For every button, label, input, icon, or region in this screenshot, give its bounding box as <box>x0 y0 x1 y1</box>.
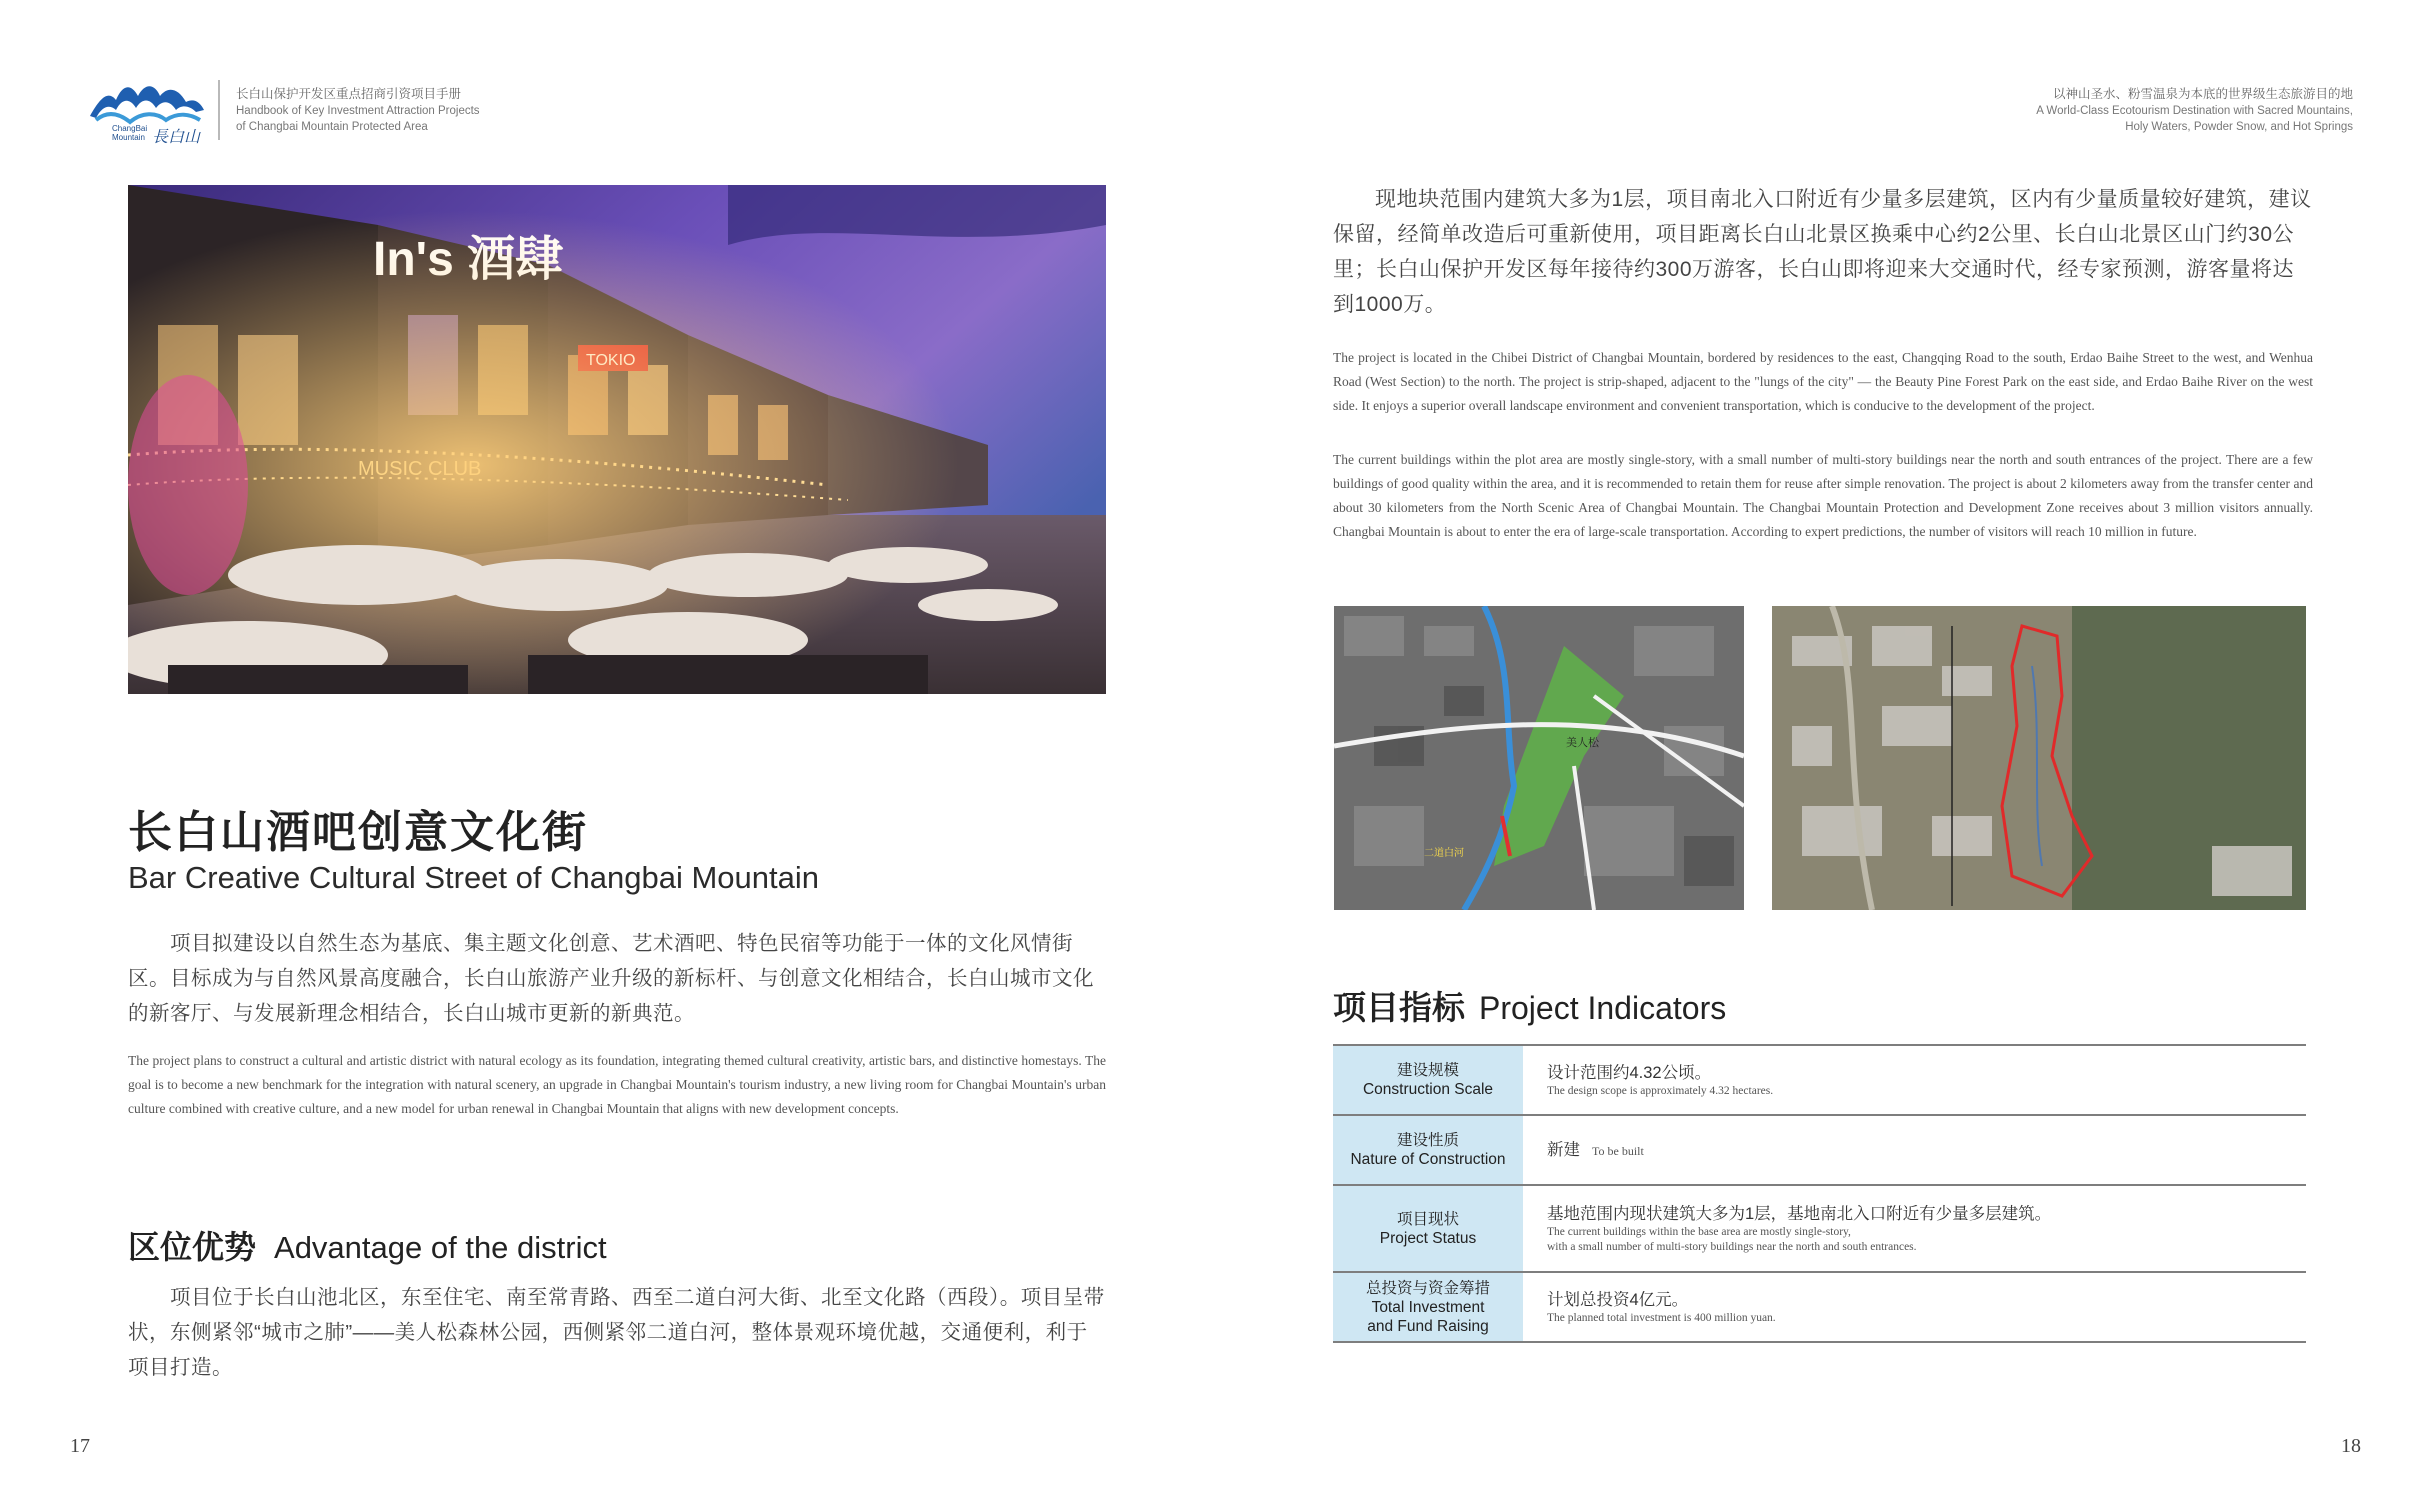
header-divider <box>218 80 220 140</box>
indicator-label-cn: 总投资与资金筹措 <box>1365 1279 1490 1297</box>
header-left-en-1: Handbook of Key Investment Attraction Projects <box>236 105 480 117</box>
indicators-title-cn: 项目指标 <box>1333 989 1465 1026</box>
indicator-value-en: The planned total investment is 400 million yuan. <box>1547 1311 1776 1324</box>
logo-text-cn: 長白山 <box>152 129 201 146</box>
header-left-cn: 长白山保护开发区重点招商引资项目手册 <box>236 87 462 101</box>
header-right-text <box>1833 86 2353 135</box>
indicator-value <box>1523 1115 2306 1185</box>
indicator-label-cn: 建设性质 <box>1396 1132 1459 1149</box>
indicator-value <box>1523 1272 2306 1342</box>
map1-label-river: 二道白河 <box>1424 848 1464 859</box>
indicator-label-en-2: and Fund Raising <box>1367 1317 1489 1335</box>
project-intro-en: The project plans to construct a cultural and artistic district with natural ecology as its foundation, integrating themed cultural creativity, artistic bars, and distinctive homestays. The goal is to become a new benchmark for the integration with natural scenery, an upgrade in Changbai Mountain's tourism industry, a new living room for Changbai Mountain's urban culture combined with creative culture, and a new model for urban renewal in Changbai Mountain that aligns with new development concepts. <box>128 1053 1106 1116</box>
table-row <box>1333 1272 2306 1342</box>
status-text-en: The current buildings within the plot area are mostly single-story, with a small number of multi-story buildings near the north and south entrances of the project. There are a few buildings of good quality within the area, and it is recommended to retain them for reuse after simple renovation. The project is about 2 kilometers away from the transfer center and about 30 kilometers from the North Scenic Area of Changbai Mountain. The Changbai Mountain Protection and Development Zone receives about 3 million visitors annually. Changbai Mountain is about to enter the era of large-scale transportation. According to expert predictions, the number of visitors will reach 10 million in future. <box>1333 452 2313 539</box>
indicator-value-cn: 基地范围内现状建筑大多为1层，基地南北入口附近有少量多层建筑。 <box>1547 1204 2052 1223</box>
aerial-map-site <box>1772 606 2306 910</box>
location-text-en: The project is located in the Chibei District of Changbai Mountain, bordered by residences to the east, Changqing Road to the south, Erdao Baihe Street to the west, and Wenhua Road (West Section) to the north. The project is strip-shaped, adjacent to the "lungs of the city" — the Beauty Pine Forest Park on the east side, and Erdao Baihe River on the west side. It enjoys a superior overall landscape environment and convenient transportation, which is conducive to the development of the project. <box>1333 350 2313 413</box>
indicator-value-en-2: with a small number of multi-story buildings near the north and south entrances. <box>1547 1240 1917 1253</box>
page-number-left: 17 <box>70 1435 90 1457</box>
indicator-value-cn: 新建 <box>1547 1141 1580 1159</box>
table-row <box>1333 1045 2306 1115</box>
header-right-cn: 以神山圣水、粉雪温泉为本底的世界级生态旅游目的地 <box>2052 87 2353 101</box>
indicator-label <box>1333 1185 1523 1272</box>
indicator-value <box>1523 1045 2306 1115</box>
indicator-label <box>1333 1272 1523 1342</box>
indicators-title-en: Project Indicators <box>1479 990 1727 1026</box>
project-title-cn: 长白山酒吧创意文化街 <box>128 808 588 857</box>
logo-text-en: ChangBai Mountain <box>112 124 148 142</box>
page-number-right: 18 <box>2341 1435 2361 1457</box>
table-row <box>1333 1185 2306 1272</box>
indicator-value-en: To be built <box>1592 1144 1644 1158</box>
header-right-en-1: A World-Class Ecotourism Destination with Sacred Mountains, <box>2036 105 2353 117</box>
map1-label-pine: 美人松 <box>1566 737 1599 749</box>
district-title-cn: 区位优势 <box>128 1229 257 1265</box>
indicators-title <box>1333 982 1726 1029</box>
indicator-label <box>1333 1115 1523 1185</box>
district-title-en: Advantage of the district <box>274 1230 607 1265</box>
project-title-en: Bar Creative Cultural Street of Changbai Mountain <box>128 860 819 895</box>
project-status-cn: 现地块范围内建筑大多为1层，项目南北入口附近有少量多层建筑，区内有少量质量较好建筑，建议保留，经简单改造后可重新使用，项目距离长白山北景区换乘中心约2公里、长白山北景区山门约30公里；长白山保护开发区每年接待约300万游客，长白山即将迎来大交通时代，经专家预测，游客量将达到1000万。 <box>1333 188 2312 316</box>
table-row <box>1333 1115 2306 1185</box>
header-right-en-2: Holy Waters, Powder Snow, and Hot Springs <box>2125 121 2353 133</box>
indicator-value-cn: 计划总投资4亿元。 <box>1547 1290 1689 1309</box>
indicator-label-cn: 项目现状 <box>1396 1210 1459 1228</box>
aerial-map-location <box>1334 606 1744 910</box>
project-intro-cn: 项目拟建设以自然生态为基底、集主题文化创意、艺术酒吧、特色民宿等功能于一体的文化风情街区。目标成为与自然风景高度融合，长白山旅游产业升级的新标杆、与创意文化相结合，长白山城市文化的新客厅、与发展新理念相结合，长白山城市更新的新典范。 <box>128 932 1094 1025</box>
indicator-value <box>1523 1185 2306 1272</box>
indicator-label-en: Nature of Construction <box>1350 1151 1506 1168</box>
indicator-label-cn: 建设规模 <box>1396 1062 1459 1079</box>
indicators-table <box>1333 1044 2306 1343</box>
indicator-value-en: The current buildings within the base area are mostly single-story, <box>1547 1225 1851 1238</box>
indicator-label <box>1333 1045 1523 1115</box>
district-text-cn: 项目位于长白山池北区，东至住宅、南至常青路、西至二道白河大街、北至文化路（西段）。项目呈带状，东侧紧邻“城市之肺”——美人松森林公园，西侧紧邻二道白河，整体景观环境优越，交通便利，利于项目打造。 <box>128 1286 1105 1379</box>
indicator-label-en: Construction Scale <box>1362 1081 1494 1098</box>
indicator-label-en: Total Investment <box>1371 1298 1485 1316</box>
indicator-value-en: The design scope is approximately 4.32 hectares. <box>1547 1084 1774 1097</box>
bar-street-night-photo <box>128 185 1106 694</box>
indicator-value-cn: 设计范围约4.32公顷。 <box>1547 1063 1712 1082</box>
district-section-title <box>128 1222 607 1268</box>
header-left-text <box>236 86 616 135</box>
changbai-mountain-logo <box>86 76 206 144</box>
header-left-en-2: of Changbai Mountain Protected Area <box>236 121 428 133</box>
indicator-label-en: Project Status <box>1379 1229 1477 1247</box>
